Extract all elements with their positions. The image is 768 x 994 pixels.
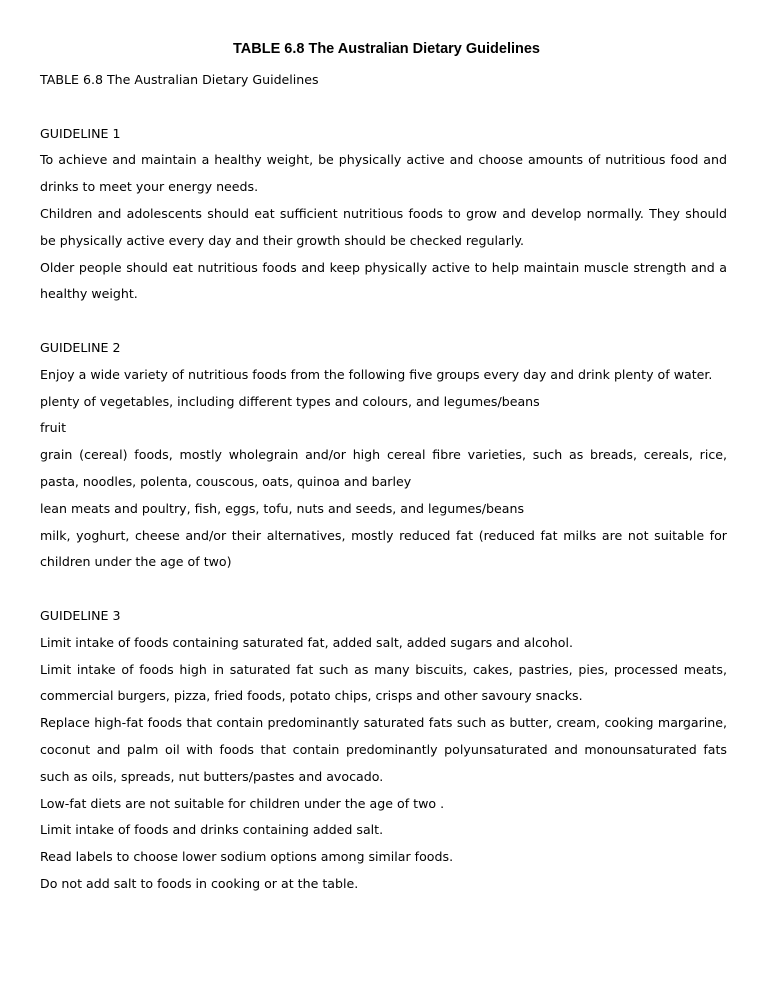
guideline-paragraph: Children and adolescents should eat sufficient nutritious foods to grow and develop normally. They should be physically active every day and their growth should be checked regularly. <box>40 205 727 248</box>
food-group-item: milk, yoghurt, cheese and/or their alternatives, mostly reduced fat (reduced fat milks are not suitable for children under the age of two) <box>40 527 727 570</box>
guideline-paragraph: Limit intake of foods high in saturated fat such as many biscuits, cakes, pastries, pies, processed meats, commercial burgers, pizza, fried foods, potato chips, crisps and other savoury snacks. <box>40 661 727 704</box>
spacer <box>40 94 727 121</box>
food-group-item: lean meats and poultry, fish, eggs, tofu, nuts and seeds, and legumes/beans <box>40 500 525 516</box>
table-caption: TABLE 6.8 The Australian Dietary Guidelines <box>40 72 319 87</box>
guideline-heading: GUIDELINE 1 <box>40 125 121 141</box>
guideline-section-2 <box>40 335 727 576</box>
guideline-paragraph: Limit intake of foods and drinks containing added salt. <box>40 822 384 838</box>
guideline-paragraph: Do not add salt to foods in cooking or at the table. <box>40 875 359 891</box>
food-group-item: grain (cereal) foods, mostly wholegrain and/or high cereal fibre varieties, such as breads, cereals, rice, pasta, noodles, polenta, couscous, oats, quinoa and barley <box>40 447 727 489</box>
guideline-paragraph: Low-fat diets are not suitable for children under the age of two . <box>40 795 445 811</box>
guideline-paragraph: Replace high-fat foods that contain predominantly saturated fats such as butter, cream, cooking margarine, coconut and palm oil with foods that contain predominantly polyunsaturated and monounsaturated fats such as oils, spreads, nut butters/pastes and avocado. <box>40 715 727 784</box>
guideline-paragraph: Limit intake of foods containing saturated fat, added salt, added sugars and alcohol. <box>40 634 573 650</box>
document-title: TABLE 6.8 The Australian Dietary Guidelines <box>233 41 540 57</box>
guideline-paragraph: Read labels to choose lower sodium options among similar foods. <box>40 849 454 865</box>
food-group-item: fruit <box>40 420 67 436</box>
food-group-item: plenty of vegetables, including different types and colours, and legumes/beans <box>40 393 540 409</box>
spacer <box>40 308 727 335</box>
document-page <box>40 38 727 898</box>
spacer <box>40 576 727 603</box>
guideline-heading: GUIDELINE 3 <box>40 607 121 623</box>
document-body <box>40 67 727 898</box>
guideline-paragraph: Older people should eat nutritious foods and keep physically active to help maintain muscle strength and a healthy weight. <box>40 259 727 302</box>
guideline-section-1 <box>40 121 727 309</box>
guideline-paragraph: To achieve and maintain a healthy weight, be physically active and choose amounts of nutritious food and drinks to meet your energy needs. <box>40 152 727 195</box>
guideline-heading: GUIDELINE 2 <box>40 339 121 355</box>
guideline-paragraph: Enjoy a wide variety of nutritious foods from the following five groups every day and drink plenty of water. <box>40 366 713 382</box>
guideline-section-3 <box>40 603 727 898</box>
